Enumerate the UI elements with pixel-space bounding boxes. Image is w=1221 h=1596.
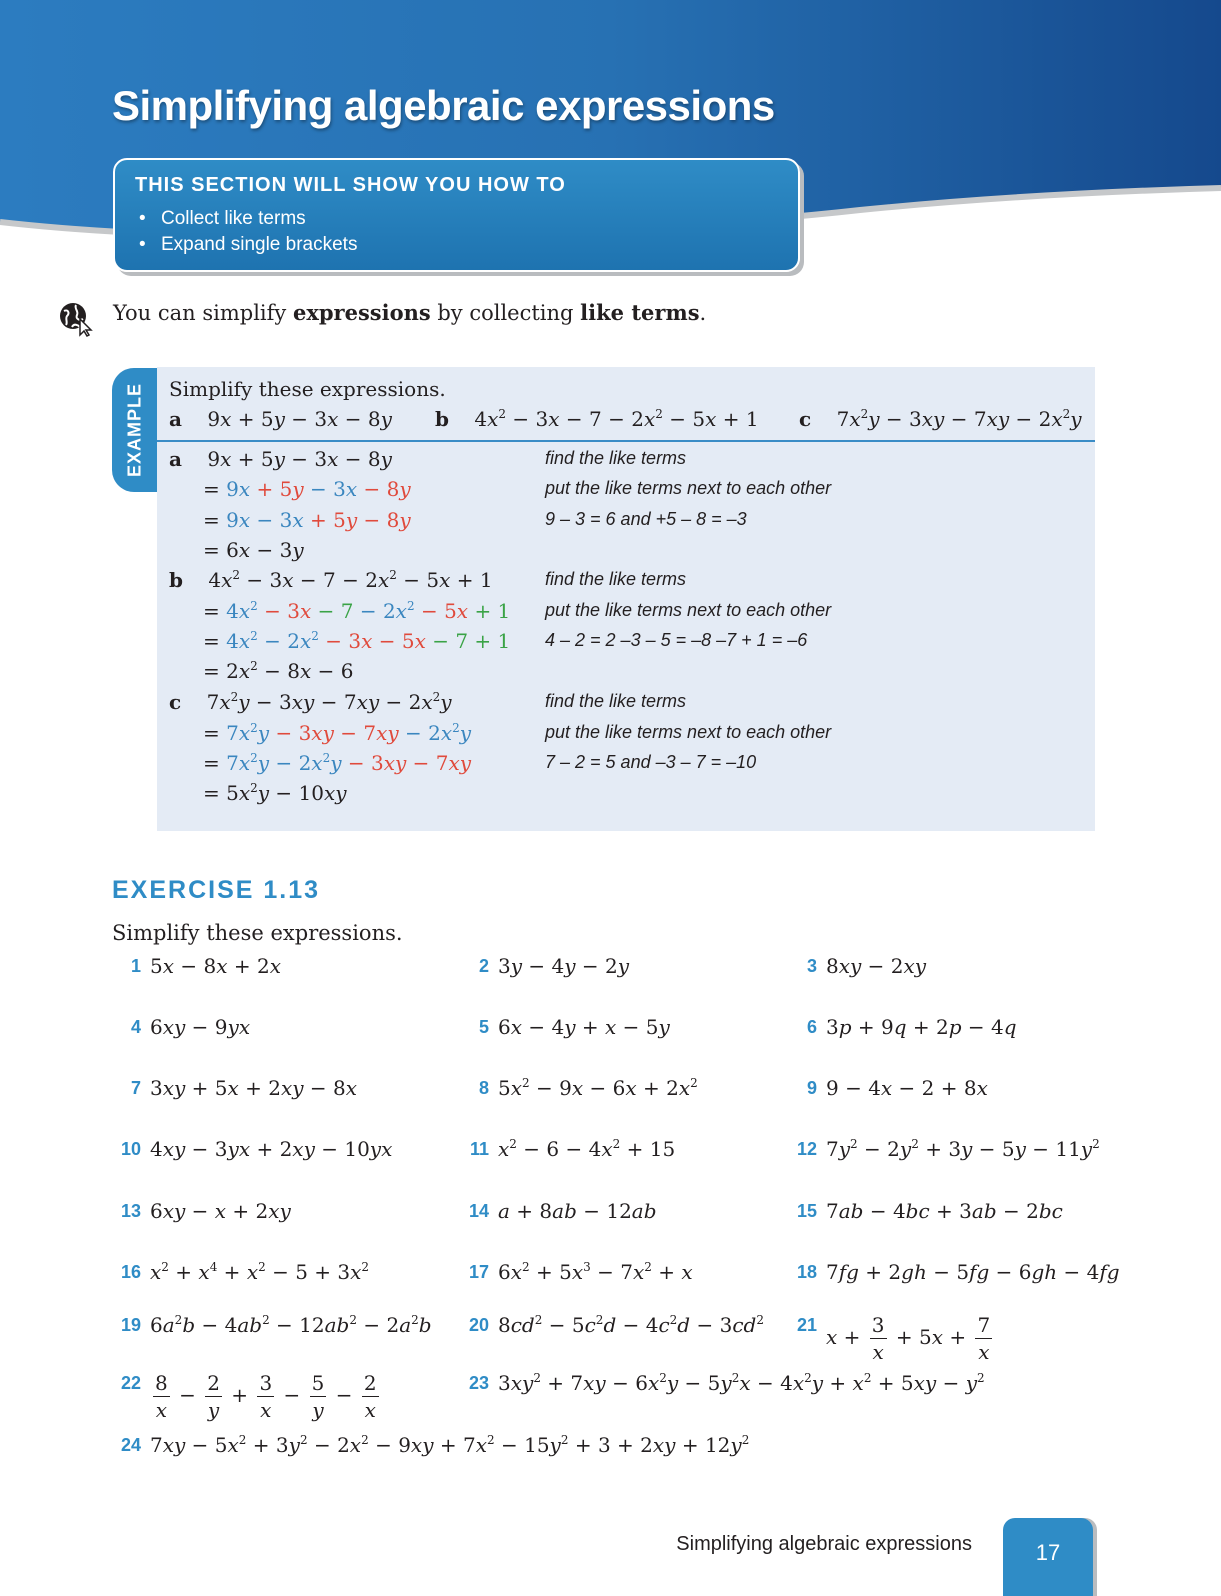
- exercise-heading: EXERCISE 1.13: [112, 876, 321, 904]
- example-question-c: c $7x^2y - 3xy - 7xy - 2x^2y$: [799, 407, 1082, 431]
- page-number-tab: [1003, 1518, 1093, 1596]
- example-question-a: a 9x + 5y − 3x − 8y: [169, 407, 392, 431]
- exercise-question: 23 $3xy^2 + 7xy - 6x^2y - 5y^2x - 4x^2y + x^2 + 5xy - y^2$: [468, 1371, 985, 1395]
- exercise-question: 16 $x^2 + x^4 + x^2 - 5 + 3x^2$: [120, 1260, 370, 1284]
- intro-statement: You can simplify expressions by collecting like terms.: [113, 300, 707, 325]
- example-question-b: b $4x^2 - 3x - 7 - 2x^2 - 5x + 1$: [435, 407, 759, 431]
- solution-c-line-3: = $7x^2y - 2x^2y - 3xy - 7xy$: [203, 751, 472, 775]
- note-c-1: find the like terms: [545, 691, 687, 711]
- section-goals-heading: THIS SECTION WILL SHOW YOU HOW TO: [135, 174, 566, 196]
- exercise-question: 14 a + 8ab − 12ab: [468, 1199, 657, 1223]
- exercise-question: 2 3y − 4y − 2y: [478, 954, 630, 978]
- solution-a-line-1: a 9x + 5y − 3x − 8y: [169, 447, 392, 471]
- solution-b-line-3: = $4x^2 - 2x^2 - 3x - 5x - 7 + 1$: [203, 629, 511, 653]
- example-divider: [157, 440, 1095, 442]
- note-c-2: put the like terms next to each other: [545, 722, 832, 742]
- solution-b-answer: = $2x^2 - 8x - 6$: [203, 659, 354, 683]
- goal-item: • Collect like terms: [139, 206, 357, 232]
- note-a-1: find the like terms: [545, 448, 687, 468]
- note-c-3: 7 – 2 = 5 and –3 – 7 = –10: [545, 752, 757, 772]
- exercise-question: 13 6xy − x + 2xy: [120, 1199, 291, 1223]
- exercise-question: 5 6x − 4y + x − 5y: [478, 1015, 670, 1039]
- solution-a-line-3: = 9x − 3x + 5y − 8y: [203, 508, 411, 532]
- exercise-question: 3 8xy − 2xy: [806, 954, 927, 978]
- section-goals-list: [139, 206, 357, 258]
- page-title: Simplifying algebraic expressions: [112, 82, 775, 129]
- solution-a-line-2: = 9x + 5y − 3x − 8y: [203, 477, 411, 501]
- exercise-question: 24 $7xy - 5x^2 + 3y^2 - 2x^2 - 9xy + 7x^2 - 15y^2 + 3 + 2xy + 12y^2$: [120, 1433, 750, 1457]
- exercise-question: 15 7ab − 4bc + 3ab − 2bc: [796, 1199, 1063, 1223]
- solution-a-answer: = 6x − 3y: [203, 538, 304, 562]
- exercise-question: 19 $6a^2b - 4ab^2 - 12ab^2 - 2a^2b$: [120, 1313, 432, 1337]
- exercise-question: 12 $7y^2 - 2y^2 + 3y - 5y - 11y^2$: [796, 1137, 1100, 1161]
- example-tab: EXAMPLE: [112, 368, 157, 492]
- key-term-like-terms: like terms: [580, 300, 700, 325]
- section-goals-box: [113, 158, 800, 272]
- exercise-question: 10 4xy − 3yx + 2xy − 10yx: [120, 1137, 393, 1161]
- exercise-question: 22 $\frac{8}{x}$ − $\frac{2}{y}$ + $\frac{3}{x}$ − $\frac{5}{y}$ − $\frac{2}{x}$: [120, 1371, 377, 1422]
- exercise-question: 11 $x^2 - 6 - 4x^2 + 15$: [469, 1137, 676, 1161]
- note-b-1: find the like terms: [545, 569, 687, 589]
- solution-c-line-1: c $7x^2y - 3xy - 7xy - 2x^2y$: [169, 690, 452, 714]
- note-a-3: 9 – 3 = 6 and +5 – 8 = –3: [545, 509, 747, 529]
- note-b-3: 4 – 2 = 2 –3 – 5 = –8 –7 + 1 = –6: [545, 630, 808, 650]
- exercise-question: 20 $8cd^2 - 5c^2d - 4c^2d - 3cd^2$: [468, 1313, 764, 1337]
- exercise-question: 17 $6x^2 + 5x^3 - 7x^2 + x$: [468, 1260, 693, 1284]
- exercise-question: 6 3p + 9q + 2p − 4q: [806, 1015, 1017, 1039]
- exercise-question: 7 3xy + 5x + 2xy − 8x: [130, 1076, 358, 1100]
- exercise-question: 9 9 − 4x − 2 + 8x: [806, 1076, 988, 1100]
- solution-b-line-2: = $4x^2 - 3x - 7 - 2x^2 - 5x + 1$: [203, 599, 511, 623]
- exercise-question: 18 7fg + 2gh − 5fg − 6gh − 4fg: [796, 1260, 1120, 1284]
- exercise-question: 8 $5x^2 - 9x - 6x + 2x^2$: [478, 1076, 698, 1100]
- solution-c-answer: = $5x^2y - 10xy$: [203, 781, 347, 805]
- exercise-question: 4 6xy − 9yx: [130, 1015, 251, 1039]
- exercise-instruction: Simplify these expressions.: [112, 921, 403, 945]
- note-a-2: put the like terms next to each other: [545, 478, 832, 498]
- solution-c-line-2: = $7x^2y - 3xy - 7xy - 2x^2y$: [203, 721, 472, 745]
- example-box: [157, 367, 1095, 831]
- exercise-question: 21 x + $\frac{3}{x}$ + 5x + $\frac{7}{x}$: [796, 1313, 991, 1364]
- example-prompt: Simplify these expressions.: [169, 377, 446, 401]
- note-b-2: put the like terms next to each other: [545, 600, 832, 620]
- page-number: 17: [1035, 1540, 1061, 1565]
- key-term-expressions: expressions: [292, 300, 431, 325]
- goal-item: • Expand single brackets: [139, 232, 357, 258]
- solution-b-line-1: b $4x^2 - 3x - 7 - 2x^2 - 5x + 1$: [169, 568, 493, 592]
- globe-cursor-icon: [58, 301, 94, 337]
- footer-section-title: Simplifying algebraic expressions: [676, 1533, 972, 1555]
- exercise-question: 1 5x − 8x + 2x: [130, 954, 281, 978]
